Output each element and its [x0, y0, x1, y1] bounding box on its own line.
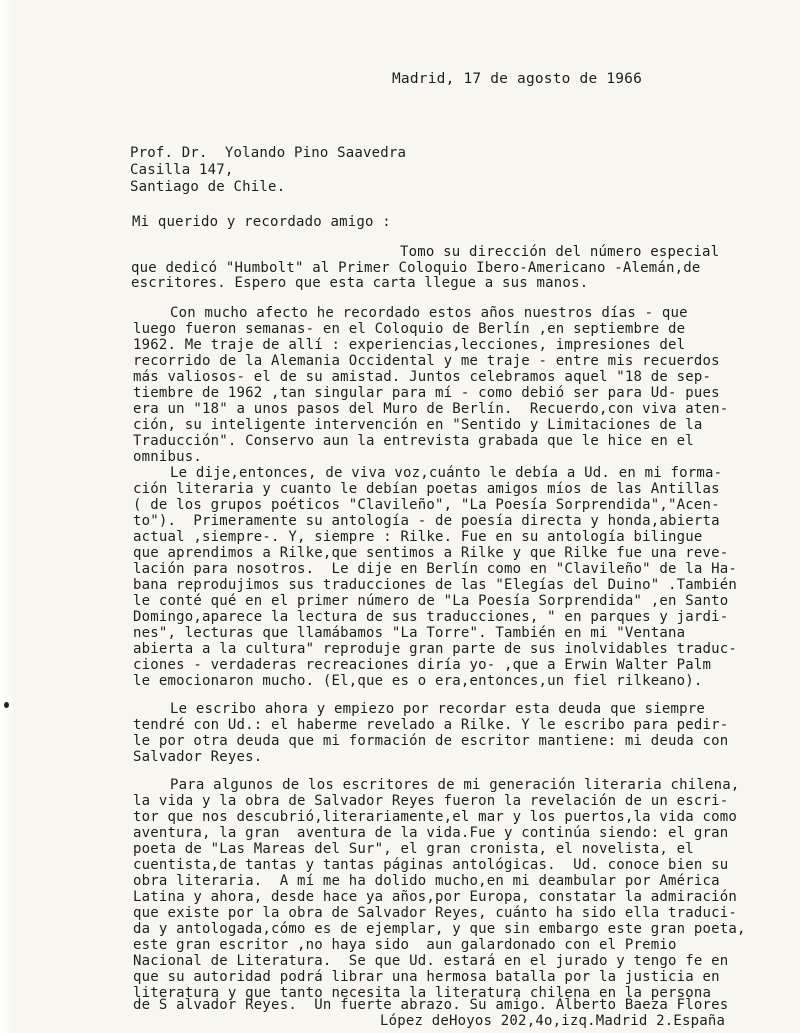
- paragraph-5-line: obra literaria. A mí me ha dolido mucho,en mi deambular por América: [133, 873, 720, 889]
- paragraph-3-line: Le dije,entonces, de viva voz,cuánto le debía a Ud. en mi forma-: [170, 465, 723, 481]
- recipient-address: Casilla 147,: [130, 162, 234, 178]
- paragraph-5-line: Nacional de Literatura. Se que Ud. estará en el jurado y tengo fe en: [133, 953, 729, 969]
- paragraph-1-line: que dedicó "Humbolt" al Primer Coloquio Ibero-Americano -Alemán,de: [131, 260, 701, 276]
- paragraph-5-line: Latina y ahora, desde hace ya años,por Europa, constatar la admiración: [133, 889, 738, 905]
- paragraph-3-line: ción literaria y cuanto le debían poetas amigos míos de las Antillas: [133, 481, 720, 497]
- paragraph-3-line: to"). Primeramente su antología - de poesía directa y honda,abierta: [133, 513, 720, 529]
- paragraph-4-line: Le escribo ahora y empiezo por recordar esta deuda que siempre: [170, 701, 705, 717]
- paragraph-3-line: le conté qué en el primer número de "La Poesía Sorprendida" ,en Santo: [133, 593, 729, 609]
- paragraph-3-line: bana reprodujimos sus traducciones de las "Elegías del Duino" .También: [133, 577, 738, 593]
- recipient-name: Prof. Dr. Yolando Pino Saavedra: [130, 145, 407, 161]
- sender-address: López deHoyos 202,4o,izq.Madrid 2.España: [380, 1013, 726, 1029]
- paragraph-2-line: Traducción". Conservo aun la entrevista grabada que le hice en el: [133, 433, 694, 449]
- paragraph-5-line: la vida y la obra de Salvador Reyes fueron la revelación de un escri-: [133, 793, 729, 809]
- page-edge: [0, 0, 14, 1033]
- paragraph-2-line: más valiosos- el de su amistad. Juntos celebramos aquel "18 de sep-: [133, 369, 712, 385]
- paragraph-5-line: da y antologada,cómo es de ejemplar, y que sin embargo este gran poeta,: [133, 921, 746, 937]
- paragraph-5-line: que su autoridad podrá librar una hermosa batalla por la justicia en: [133, 969, 720, 985]
- recipient-city: Santiago de Chile.: [130, 179, 286, 195]
- paragraph-2-line: recorrido de la Alemania Occidental y me traje - entre mis recuerdos: [133, 353, 720, 369]
- paragraph-2-line: tiembre de 1962 ,tan singular para mí - como debió ser para Ud- pues: [133, 385, 720, 401]
- paragraph-5-line: aventura, la gran aventura de la vida.Fue y continúa siendo: el gran: [133, 825, 729, 841]
- paragraph-4-line: tendré con Ud.: el haberme revelado a Rilke. Y le escribo para pedir-: [133, 717, 729, 733]
- paragraph-3-line: ciones - verdaderas recreaciones diría yo- ,que a Erwin Walter Palm: [133, 657, 712, 673]
- paragraph-3-line: abierta a la cultura" reproduje gran parte de sus inolvidables traduc-: [133, 641, 738, 657]
- paragraph-2-line: luego fueron semanas- en el Coloquio de Berlín ,en septiembre de: [133, 321, 686, 337]
- paragraph-3-line: nes", lecturas que llamábamos "La Torre". También en mi "Ventana: [133, 625, 686, 641]
- paragraph-3-line: actual ,siempre-. Y, siempre : Rilke. Fue en su antología bilingue: [133, 529, 703, 545]
- paragraph-3-line: lación para nosotros. Le dije en Berlín como en "Clavileño" de la Ha-: [133, 561, 738, 577]
- paragraph-5-line: poeta de "Las Mareas del Sur", el gran cronista, el novelista, el: [133, 841, 694, 857]
- paragraph-5-line: literatura y que tanto necesita la literatura chilena en la persona: [133, 985, 712, 1001]
- paragraph-5-line: que existe por la obra de Salvador Reyes, cuánto ha sido ella traduci-: [133, 905, 738, 921]
- paragraph-1-line: escritores. Espero que esta carta llegue a sus manos.: [131, 275, 589, 291]
- paragraph-5-line: de S alvador Reyes. Un fuerte abrazo. Su amigo. Alberto Baeza Flores: [133, 997, 729, 1013]
- paragraph-3-line: que aprendimos a Rilke,que sentimos a Rilke y que Rilke fue una reve-: [133, 545, 729, 561]
- paragraph-1-line: Tomo su dirección del número especial: [400, 244, 720, 260]
- paragraph-5-line: este gran escritor ,no haya sido aun galardonado con el Premio: [133, 937, 677, 953]
- paragraph-2-line: 1962. Me traje de allí : experiencias,lecciones, impresiones del: [133, 337, 686, 353]
- paragraph-5-line: cuentista,de tantas y tantas páginas antológicas. Ud. conoce bien su: [133, 857, 729, 873]
- paragraph-2-line: era un "18" a unos pasos del Muro de Berlín. Recuerdo,con viva aten-: [133, 401, 729, 417]
- letter-date: Madrid, 17 de agosto de 1966: [392, 71, 643, 87]
- paragraph-4-line: Salvador Reyes.: [133, 749, 263, 765]
- paragraph-2-line: omnibus.: [133, 449, 203, 465]
- paragraph-2-line: ción, su inteligente intervención en "Sentido y Limitaciones de la: [133, 417, 703, 433]
- paragraph-3-line: le emocionaron mucho. (El,que es o era,entonces,un fiel rilkeano).: [133, 673, 703, 689]
- paragraph-2-line: Con mucho afecto he recordado estos años nuestros días - que: [170, 305, 688, 321]
- paragraph-5-line: Para algunos de los escritores de mi generación literaria chilena,: [170, 777, 740, 793]
- paragraph-5-line: tor que nos descubrió,literariamente,el mar y los puertos,la vida como: [133, 809, 738, 825]
- paragraph-3-line: ( de los grupos poéticos "Clavileño", "La Poesía Sorprendida","Acen-: [133, 497, 720, 513]
- paragraph-4-line: le por otra deuda que mi formación de escritor mantiene: mi deuda con: [133, 733, 729, 749]
- paragraph-3-line: Domingo,aparece la lectura de sus traducciones, " en parques y jardi-: [133, 609, 729, 625]
- margin-mark: [4, 702, 9, 708]
- salutation: Mi querido y recordado amigo :: [132, 214, 391, 230]
